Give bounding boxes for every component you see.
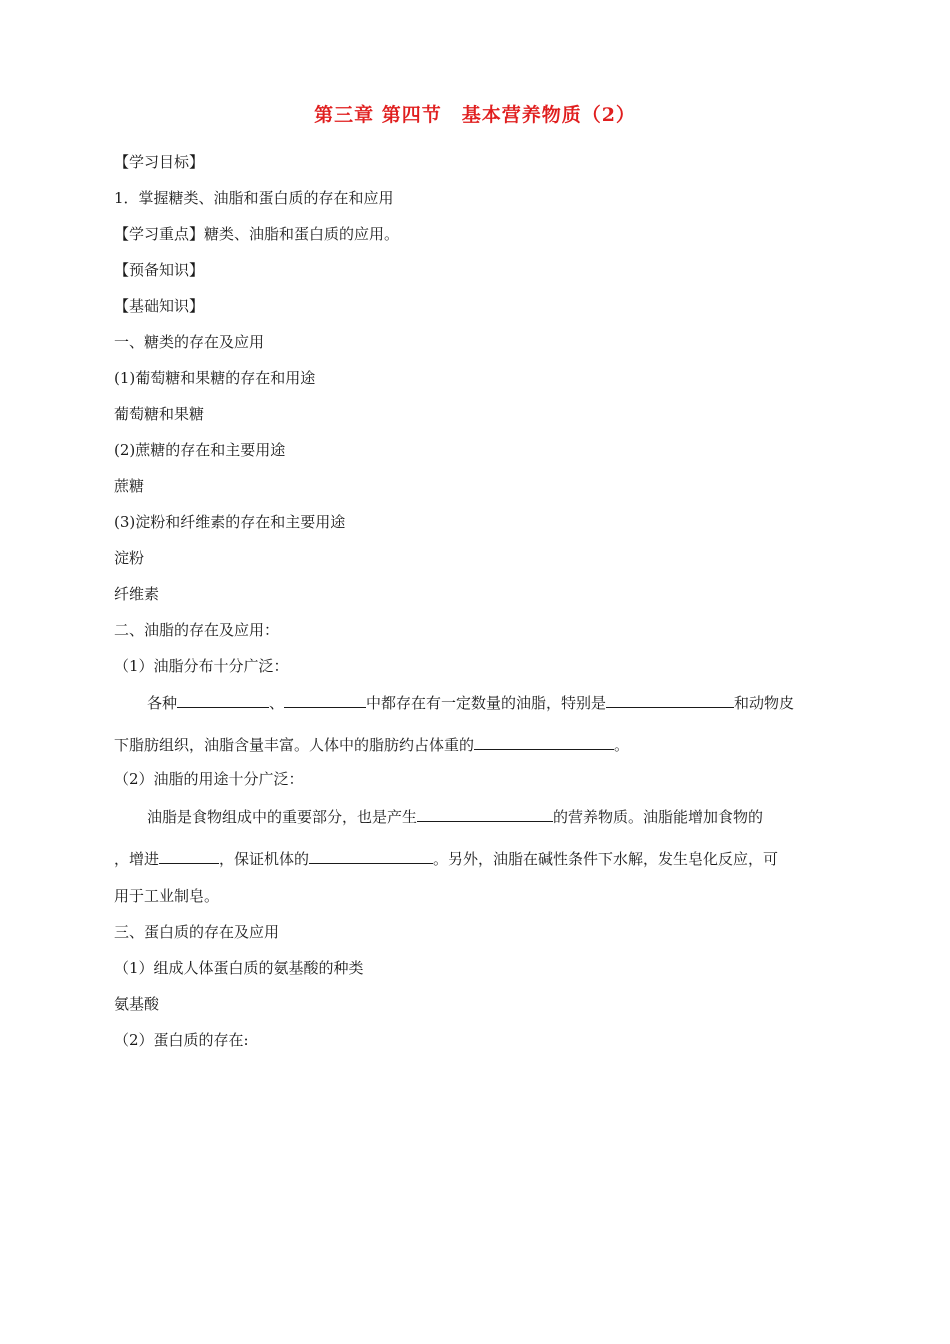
section-heading-prior-knowledge: 【预备知识】 [114, 261, 205, 279]
fill-blank[interactable] [417, 805, 553, 822]
text-amino-acid: 氨基酸 [114, 995, 160, 1013]
subheading-glucose: (1)葡萄糖和果糖的存在和用途 [114, 369, 316, 387]
text-span: 、 [269, 694, 285, 712]
fill-blank[interactable] [159, 847, 219, 864]
section-heading-basic-knowledge: 【基础知识】 [114, 297, 205, 315]
text-span: 的营养物质。油脂能增加食物的 [553, 808, 764, 826]
page-title: 第三章 第四节 基本营养物质（2） [314, 104, 636, 126]
heading-proteins: 三、蛋白质的存在及应用 [114, 923, 280, 941]
subheading-sucrose: (2)蔗糖的存在和主要用途 [114, 441, 286, 459]
text-span: ，增进 [114, 850, 160, 868]
fill-blank[interactable] [606, 691, 734, 708]
text-span: 和动物皮 [734, 694, 795, 712]
fill-blank[interactable] [177, 691, 269, 708]
text-span: 。另外，油脂在碱性条件下水解，发生皂化反应，可 [433, 850, 779, 868]
fill-blank[interactable] [309, 847, 433, 864]
fill-blank[interactable] [474, 733, 614, 750]
subheading-fat-uses: （2）油脂的用途十分广泛： [114, 770, 304, 788]
text-span: 下脂肪组织，油脂含量丰富。人体中的脂肪约占体重的 [114, 736, 475, 754]
key-points: 【学习重点】糖类、油脂和蛋白质的应用。 [114, 225, 400, 243]
section-heading-objectives: 【学习目标】 [114, 153, 205, 171]
text-span: 。 [614, 736, 630, 754]
subheading-protein-existence: （2）蛋白质的存在: [114, 1031, 249, 1049]
fat-uses-line-2 [114, 847, 778, 869]
text-span: ，保证机体的 [219, 850, 310, 868]
text-span: 油脂是食物组成中的重要部分，也是产生 [147, 808, 418, 826]
text-span: 中都存在有一定数量的油脂，特别是 [366, 694, 607, 712]
subheading-starch-cellulose: (3)淀粉和纤维素的存在和主要用途 [114, 513, 346, 531]
subheading-amino-acids: （1）组成人体蛋白质的氨基酸的种类 [114, 959, 364, 977]
text-soap: 用于工业制皂。 [114, 887, 220, 905]
fat-uses-line-1 [147, 805, 763, 827]
text-cellulose: 纤维素 [114, 585, 160, 603]
text-glucose: 葡萄糖和果糖 [114, 405, 205, 423]
subheading-fat-distribution: （1）油脂分布十分广泛： [114, 657, 289, 675]
text-sucrose: 蔗糖 [114, 477, 145, 495]
text-starch: 淀粉 [114, 549, 145, 567]
fat-distribution-line-1 [147, 691, 794, 713]
fat-distribution-line-2 [114, 733, 629, 755]
fill-blank[interactable] [284, 691, 366, 708]
text-span: 各种 [147, 694, 178, 712]
heading-fats: 二、油脂的存在及应用： [114, 621, 280, 639]
heading-sugars: 一、糖类的存在及应用 [114, 333, 265, 351]
objective-item: 1．掌握糖类、油脂和蛋白质的存在和应用 [114, 189, 394, 207]
